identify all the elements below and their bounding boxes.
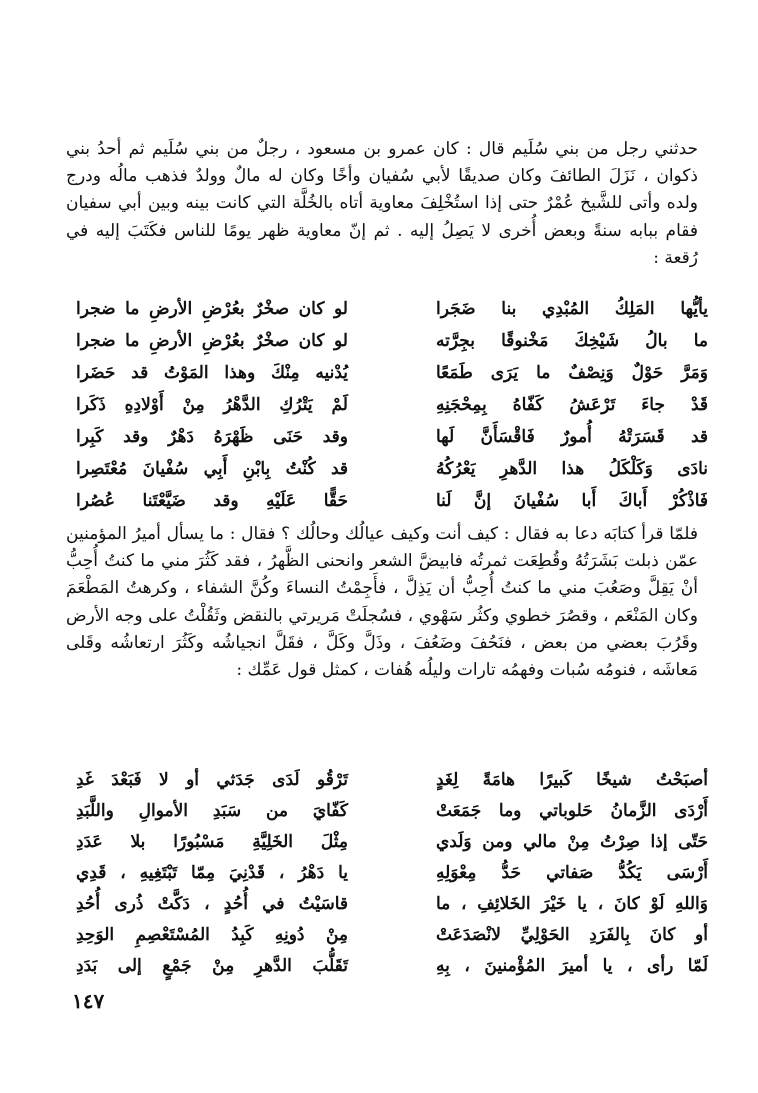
- second-hemistich: لو كان صخْرٌ بعُرْضِ الأرضِ ما ضجرا: [76, 299, 348, 319]
- second-hemistich: مِثْلَ الخَلِيَّةِ مَسْبُورًا بلا عَدَدِ: [76, 831, 348, 852]
- first-hemistich: أَرْدَى الزَّمانُ حَلوباتي وما جَمَعَتْ: [436, 800, 708, 821]
- verse-line: [60, 950, 708, 981]
- verse-line: [60, 764, 708, 795]
- paragraph-reply: فلمّا قرأ كتابَه دعا به فقال : كيف أنت وكيف عيالُك وحالُك ؟ فقال : ما يسأل أميرُ المؤمنين عمّن ذبلت بَشَرَتُهُ وقُطِعَت ثمرتُه فابيضَّ الشعر وانحنى الظَّهرُ ، فقد كَثُرَ مني ما كنتُ أُحِبُّ أنْ يَقِلَّ وصَعُبَ مني ما كنتُ أُحِبُّ أن يَذِلَّ ، فأَجِمْتُ النساءَ وكُنَّ الشفاء ، وكرهتُ المَطْعَمَ وكان المَنْعَم ، وقصُرَ خطوي وكثُر سَهْوي ، فسُجلَتْ مَريرتي بالنقض وثَقُلْتُ على وجه الأرض وقَرُبَ بعضي من بعض ، فنَحُفَ وضَعُفَ ، وذَلَّ وكَلَّ ، فقَلَّ انجياشُه وكَثُرَ ارتعاشُه وقَلى مَعاشَه ، فنومُه سُبات وفهمُه تارات وليلُه هُفات ، كمثل قول عَمِّك :: [66, 524, 698, 681]
- verse-line: [60, 795, 708, 826]
- paragraph-intro: حدثني رجل من بني سُلَيم قال : كان عمرو بن مسعود ، رجلٌ من بني سُلَيم ثم أحدُ بني ذكوان ، نَزَلَ الطائفَ وكان صديقًا لأبي سُفيان وأخًا وكان له مالٌ وولدٌ فذهب مالُه ودرج ولده وأتى للشَّيخ عُمْرٌ حتى إذا استُخْلِفَ معاوية أتاه بالخُلَّة التي كانت بينه وبين أبي سفيان فقام ببابه سنةً وبعض أُخرى لا يَصِلُ إليه . ثم إنّ معاوية ظهر يومًا للناس فكَتَبَ إليه في رُقعة :: [66, 139, 698, 268]
- second-hemistich: تَقَلُّبَ الدَّهرِ مِنْ جَمْعٍ إلى بَدَدِ: [76, 955, 348, 976]
- poem-1: [60, 293, 708, 517]
- page-number: ١٤٧: [72, 989, 105, 1013]
- first-hemistich: لَمّا رأى ، يا أميرَ المُؤْمنينَ ، بِهِ: [436, 955, 708, 976]
- first-hemistich: حَتّى إذا صِرْتُ مِنْ مالي ومن وَلَدي: [436, 831, 708, 852]
- verse-line: [60, 325, 708, 357]
- verse-line: [60, 826, 708, 857]
- verse-line: [60, 453, 708, 485]
- second-hemistich: قد كُنْتُ بِابْنِ أَبِي سُفْيانَ مُعْتَصِرا: [76, 459, 348, 479]
- second-hemistich: قاسَيْتُ في أُحُدٍ ، دَكَّتْ ذُرى أُحُدِ: [76, 893, 348, 914]
- first-hemistich: أَرْسَى يَكُدُّ صَفاتي حَدُّ مِعْوَلِهِ: [436, 862, 708, 883]
- second-hemistich: تَرْقُو لَدَى جَدَثي أو لا فَبَعْدَ غَدِ: [76, 769, 348, 790]
- second-hemistich: حَقًّا عَلَيْهِ وقد ضَيَّعْتَنا عُصُرا: [76, 491, 348, 511]
- first-hemistich: ما بالُ شَيْخِكَ مَخْنوقًا بجِرَّته: [436, 331, 708, 351]
- first-hemistich: وَاللهِ لَوْ كانَ ، يا خَيْرَ الخَلائِفِ ، ما: [436, 893, 708, 914]
- verse-line: [60, 421, 708, 453]
- verse-line: [60, 357, 708, 389]
- second-hemistich: كَفّايَ من سَبَدِ الأموالِ واللَّبَدِ: [76, 800, 348, 821]
- second-hemistich: لَمْ يَتْرُكِ الدَّهْرُ مِنْ أَوْلادِهِ ذَكَرا: [76, 395, 348, 415]
- second-hemistich: وقد حَنَى ظَهْرَهُ دَهْرٌ وقد كَبِرا: [76, 427, 348, 447]
- first-hemistich: قَدْ جاءَ تَرْعَشُ كَفّاهُ بِمِحْجَنِهِ: [436, 395, 708, 415]
- verse-line: [60, 293, 708, 325]
- verse-line: [60, 919, 708, 950]
- second-hemistich: مِنْ دُونِهِ كَبِدُ المُسْتَعْصِمِ الوَحِدِ: [76, 924, 348, 945]
- first-hemistich: أصبَحْتُ شيخًا كَبيرًا هامَةً لِغَدٍ: [436, 769, 708, 790]
- first-hemistich: أو كانَ بِالفَرَدِ الحَوْلِيِّ لانْصَدَعَتْ: [436, 924, 708, 945]
- second-hemistich: يُدْنيه مِنْكَ وهذا المَوْتُ قد حَضَرا: [76, 363, 348, 383]
- first-hemistich: قد قَسَرَتْهُ أُمورٌ فَاقْسَأَنَّ لَها: [436, 427, 708, 447]
- verse-line: [60, 485, 708, 517]
- verse-line: [60, 857, 708, 888]
- first-hemistich: فَاذْكُرْ أَباكَ أَبا سُفْيانَ إنَّ لَنا: [436, 491, 708, 511]
- verse-line: [60, 389, 708, 421]
- second-hemistich: يا دَهْرُ ، قَدْنِيَ مِمّا تَبْتَغِيهِ ، قَدِي: [76, 862, 348, 883]
- verse-line: [60, 888, 708, 919]
- poem-2: [60, 764, 708, 981]
- first-hemistich: نادَى وَكَلْكَلُ هذا الدَّهرِ يَعْرُكُهُ: [436, 459, 708, 479]
- second-hemistich: لو كان صخْرٌ بعُرْضِ الأرضِ ما ضجرا: [76, 331, 348, 351]
- first-hemistich: يأيُّها المَلِكُ المُبْدِي بنا ضَجَرا: [436, 299, 708, 319]
- first-hemistich: وَمَرَّ حَوْلٌ وَنِصْفٌ ما يَرَى طَمَعًا: [436, 363, 708, 383]
